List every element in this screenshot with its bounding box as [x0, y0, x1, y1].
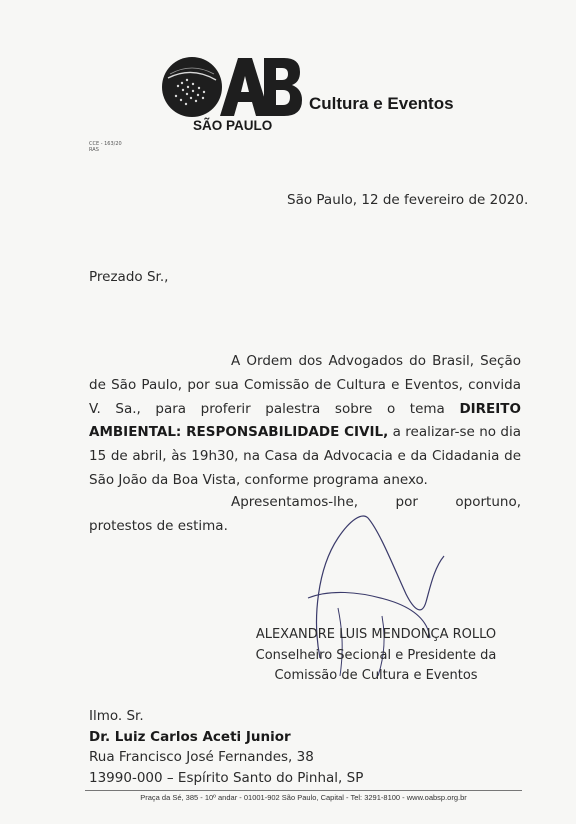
- reference-line: RAS: [89, 147, 99, 153]
- recipient-name: Dr. Luiz Carlos Aceti Junior: [89, 728, 291, 745]
- recipient-city: 13990-000 – Espírito Santo do Pinhal, SP: [89, 769, 364, 786]
- salutation: Prezado Sr.,: [89, 269, 169, 285]
- recipient-street: Rua Francisco José Fernandes, 38: [89, 749, 314, 765]
- letterhead-subtitle: SÃO PAULO: [193, 118, 273, 133]
- closing-text: Apresentamos-lhe, por oportuno, protestos de estima.: [89, 494, 521, 534]
- footer-contact: Praça da Sé, 385 - 10º andar - 01001-902 São Paulo, Capital - Tel: 3291-8100 - www.oabsp.org.br: [140, 793, 467, 802]
- footer-divider: [85, 790, 522, 791]
- reference-code: [89, 141, 122, 153]
- signatory-name: ALEXANDRE LUIS MENDONÇA ROLLO: [255, 627, 497, 642]
- signatory-title: Comissão de Cultura e Eventos: [274, 668, 478, 683]
- letterhead-department: Cultura e Eventos: [309, 94, 454, 113]
- date-line: São Paulo, 12 de fevereiro de 2020.: [287, 192, 529, 208]
- reference-line: CCE - 163/20: [89, 141, 122, 147]
- body-text-end: a realizar-se no dia 15 de abril, às 19h30, na Casa da Advocacia e da Cidadania de São João da Boa Vista, conforme programa anexo.: [89, 424, 522, 488]
- oab-logo: [158, 56, 303, 118]
- talk-theme: DIREITO AMBIENTAL: RESPONSABILIDADE CIVIL,: [89, 400, 521, 441]
- signatory-block: [250, 625, 502, 687]
- letter-body: [89, 350, 521, 493]
- recipient-honorific: Ilmo. Sr.: [89, 708, 144, 724]
- signatory-title: Conselheiro Secional e Presidente da: [255, 647, 497, 663]
- body-text-start: A Ordem dos Advogados do Brasil, Seção de São Paulo, por sua Comissão de Cultura e Eventos, convida V. Sa., para proferir palestra sobre o tema: [89, 353, 521, 417]
- recipient-address: [89, 706, 363, 788]
